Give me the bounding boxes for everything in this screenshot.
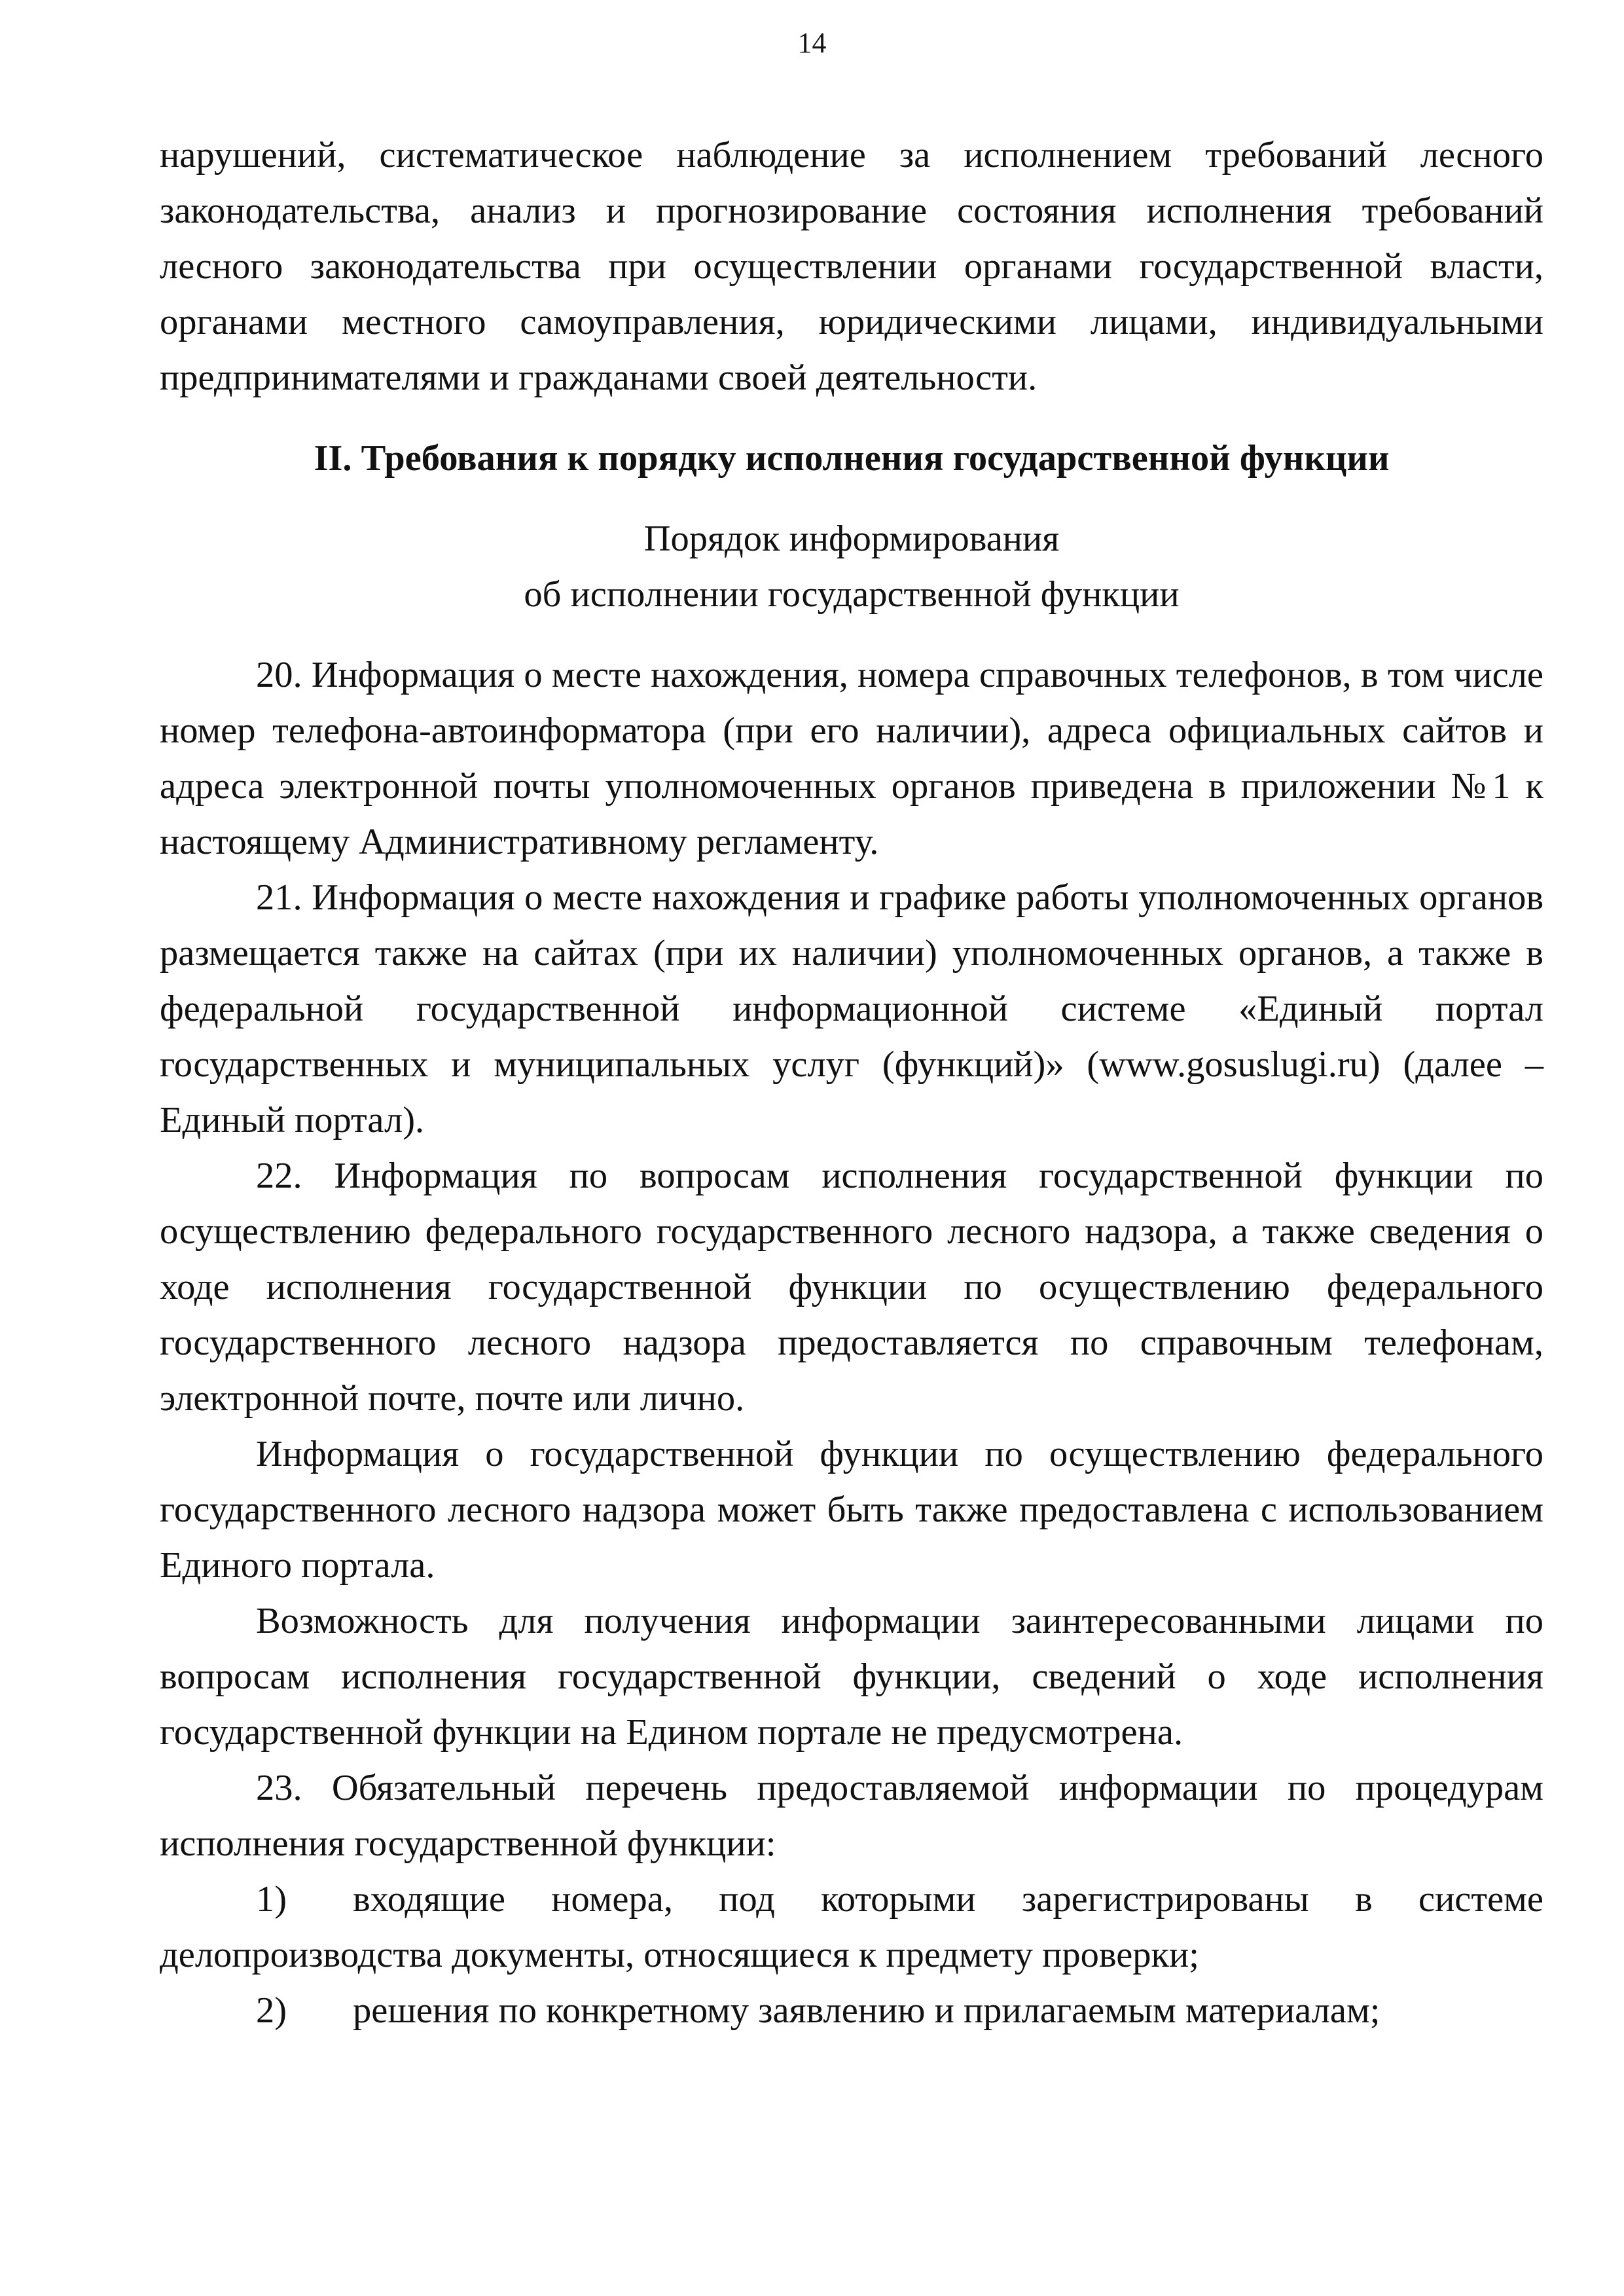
intro-paragraph: нарушений, систематическое наблюдение за исполнением требований лесного законодательства, анализ и прогнозирование состояния исполнения требований лесного законодательства при осуществлении органами государственной власти, органами местного самоуправления, юридическими лицами, индивидуальными предпринимателями и гражданами своей деятельности. [160, 135, 1543, 398]
list-item-number: 1) [256, 1879, 287, 1920]
paragraph-22: 22. Информация по вопросам исполнения государственной функции по осуществлению федерального государственного лесного надзора, а также сведения о ходе исполнения государственной функции по осуществлению федерального государственного лесного надзора предоставляется по справочным телефонам, электронной почте, почте или лично. [160, 1156, 1543, 1419]
list-item-text: входящие номера, под которыми зарегистрированы в системе делопроизводства документы, относящиеся к предмету проверки; [160, 1879, 1543, 1975]
subsection-title-line-2: об исполнении государственной функции [524, 574, 1180, 615]
document-body [160, 128, 1543, 2039]
page-number: 14 [797, 27, 827, 59]
subsection-title [160, 511, 1543, 623]
list-item-number: 2) [256, 1990, 287, 2031]
paragraph-23: 23. Обязательный перечень предоставляемой информации по процедурам исполнения государственной функции: [160, 1768, 1543, 1864]
list-item [160, 1983, 1543, 2039]
paragraph-20: 20. Информация о месте нахождения, номера справочных телефонов, в том числе номер телефона-автоинформатора (при его наличии), адреса официальных сайтов и адреса электронной почты уполномоченных органов приведена в приложении №1 к настоящему Административному регламенту. [160, 655, 1543, 862]
list-item-text: решения по конкретному заявлению и прилагаемым материалам; [353, 1990, 1380, 2031]
paragraph-portal-possibility: Возможность для получения информации заинтересованными лицами по вопросам исполнения государственной функции, сведений о ходе исполнения государственной функции на Едином портале не предусмотрена. [160, 1601, 1543, 1753]
subsection-title-line-1: Порядок информирования [643, 519, 1060, 559]
section-title: II. Требования к порядку исполнения государственной функции [314, 438, 1390, 479]
paragraph-portal-info: Информация о государственной функции по осуществлению федерального государственного лесного надзора может быть также предоставлена с использованием Единого портала. [160, 1434, 1543, 1586]
list-item [160, 1872, 1543, 1983]
paragraph-21: 21. Информация о месте нахождения и графике работы уполномоченных органов размещается также на сайтах (при их наличии) уполномоченных органов, а также в федеральной государственной информационной системе «Единый портал государственных и муниципальных услуг (функций)» (www.gosuslugi.ru) (далее – Единый портал). [160, 877, 1543, 1140]
